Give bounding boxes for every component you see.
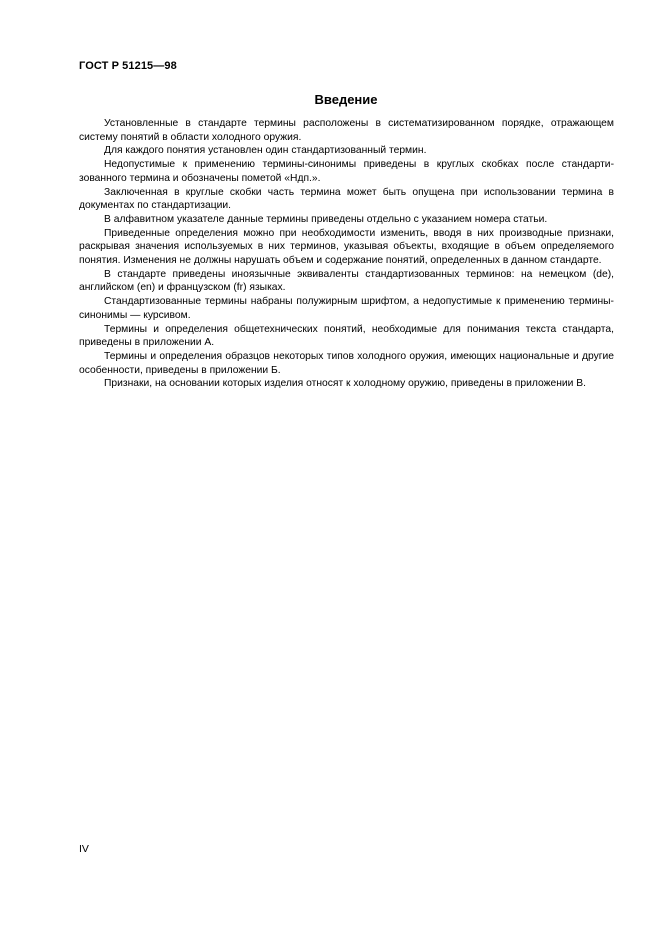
paragraph: Заключенная в круглые скобки часть термина может быть опущена при использовании термина в документах по стандартизации. <box>79 186 614 212</box>
paragraph: Стандартизованные термины набраны полужирным шрифтом, а недопустимые к применению термины-синонимы — курсивом. <box>79 296 614 321</box>
page-number: IV <box>79 843 89 855</box>
paragraph: Приведенные определения можно при необходимости изменить, вводя в них производные признаки, раскрывая значения используемых в них терминов, указывая объекты, входящие в объем определяемого понятия. Изменения не должны нарушать объем и содержание понятий, определенных в данном стандарте. <box>79 227 614 267</box>
introduction-body <box>79 117 614 391</box>
paragraph: Недопустимые к применению термины-синонимы приведены в круглых скобках после стандартизованного термина и обозначены пометой «Ндп.». <box>79 159 614 184</box>
paragraph: Установленные в стандарте термины расположены в систематизированном порядке, отражающем систему понятий в области холодного оружия. <box>79 118 614 143</box>
paragraph: Признаки, на основании которых изделия относят к холодному оружию, приведены в приложении В. <box>104 378 586 390</box>
paragraph: Термины и определения образцов некоторых типов холодного оружия, имеющих национальные и другие особенности, приведены в приложении Б. <box>79 350 614 376</box>
paragraph: Термины и определения общетехнических понятий, необходимые для понимания текста стандарта, приведены в приложении А. <box>79 323 614 349</box>
section-title: Введение <box>314 92 378 107</box>
paragraph: В алфавитном указателе данные термины приведены отдельно с указанием номера статьи. <box>104 213 548 225</box>
paragraph: В стандарте приведены иноязычные эквиваленты стандартизованных терминов: на немецком (de), английском (en) и французском (fr) языках. <box>79 268 614 294</box>
paragraph: Для каждого понятия установлен один стандартизованный термин. <box>104 145 427 157</box>
document-code: ГОСТ Р 51215—98 <box>79 60 177 72</box>
